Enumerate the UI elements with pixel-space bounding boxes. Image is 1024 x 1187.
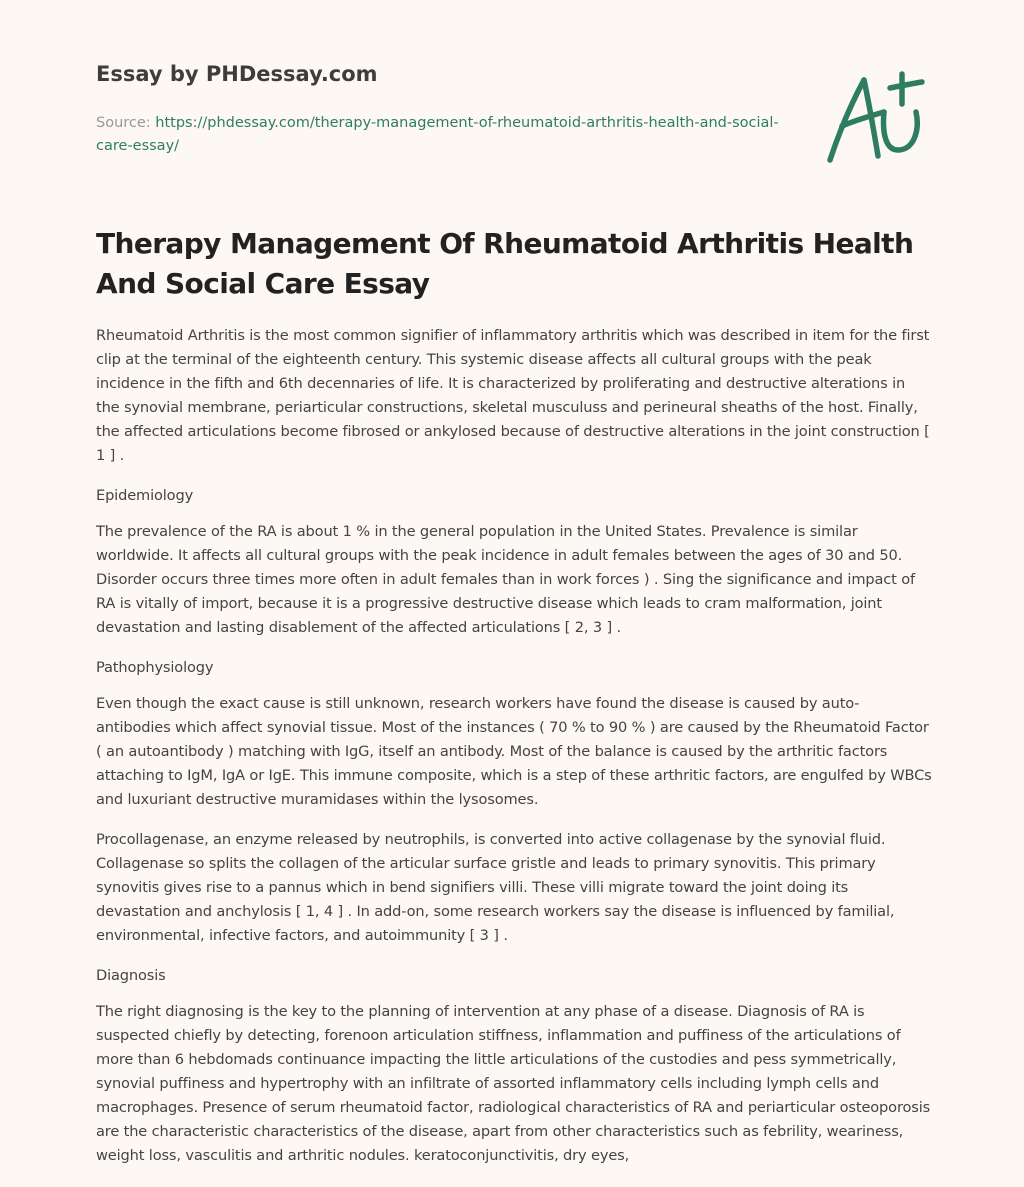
- epidemiology-paragraph: The prevalence of the RA is about 1 % in the general population in the United States. Prevalence is similar worldwide. It affects all cultural groups with the peak incidence in adult females between the ages of 30 and 50. Disorder occurs three times more often in adult females than in work forces ) . Sing the significance and impact of RA is vitally of import, because it is a progressive destructive disease which leads to cram malformation, joint devastation and lasting disablement of the affected articulations [ 2, 3 ] .: [96, 523, 915, 636]
- section-heading-diagnosis: Diagnosis: [96, 967, 166, 984]
- section-heading-pathophysiology: Pathophysiology: [96, 659, 214, 676]
- pathophysiology-paragraph-1: Even though the exact cause is still unknown, research workers have found the disease is caused by auto-antibodies which affect synovial tissue. Most of the instances ( 70 % to 90 % ) are caused by the Rheumatoid Factor ( an autoantibody ) matching with IgG, itself an antibody. Most of the balance is caused by the arthritic factors attaching to IgM, IgA or IgE. This immune composite, which is a step of these arthritic factors, are engulfed by WBCs and luxuriant destructive muramidases within the lysosomes.: [96, 695, 932, 808]
- source-line: [96, 112, 796, 158]
- source-link[interactable]: https://phdessay.com/therapy-management-of-rheumatoid-arthritis-health-and-social-care-essay/: [96, 115, 779, 154]
- article-body: [96, 324, 932, 1184]
- page-title: Therapy Management Of Rheumatoid Arthritis Health And Social Care Essay: [96, 227, 914, 300]
- site-title: Essay by PHDessay.com: [96, 62, 378, 86]
- pathophysiology-paragraph-2: Procollagenase, an enzyme released by neutrophils, is converted into active collagenase by the synovial fluid. Collagenase so splits the collagen of the articular surface gristle and leads to primary synovitis. This primary synovitis gives rise to a pannus which in bend signifiers villi. These villi migrate toward the joint doing its devastation and anchylosis [ 1, 4 ] . In add-on, some research workers say the disease is influenced by familial, environmental, infective factors, and autoimmunity [ 3 ] .: [96, 831, 895, 944]
- intro-paragraph: Rheumatoid Arthritis is the most common signifier of inflammatory arthritis which was described in item for the first clip at the terminal of the eighteenth century. This systemic disease affects all cultural groups with the peak incidence in the fifth and 6th decennaries of life. It is characterized by proliferating and destructive alterations in the synovial membrane, periarticular constructions, skeletal musculuss and perineural sheaths of the host. Finally, the affected articulations become fibrosed or ankylosed because of destructive alterations in the joint construction [ 1 ] .: [96, 327, 930, 464]
- source-label: Source:: [96, 115, 151, 131]
- section-heading-epidemiology: Epidemiology: [96, 487, 194, 504]
- diagnosis-paragraph: The right diagnosing is the key to the planning of intervention at any phase of a disease. Diagnosis of RA is suspected chiefly by detecting, forenoon articulation stiffness, inflammation and puffiness of the articulations of more than 6 hebdomads continuance impacting the little articulations of the custodies and pess symmetrically, synovial puffiness and hypertrophy with an infiltrate of assorted inflammatory cells including lymph cells and macrophages. Presence of serum rheumatoid factor, radiological characteristics of RA and periarticular osteoporosis are the characteristic characteristics of the disease, apart from other characteristics such as febrility, weariness, weight loss, vasculitis and arthritic nodules. keratoconjunctivitis, dry eyes,: [96, 1003, 931, 1164]
- a-plus-logo-icon: [822, 68, 928, 168]
